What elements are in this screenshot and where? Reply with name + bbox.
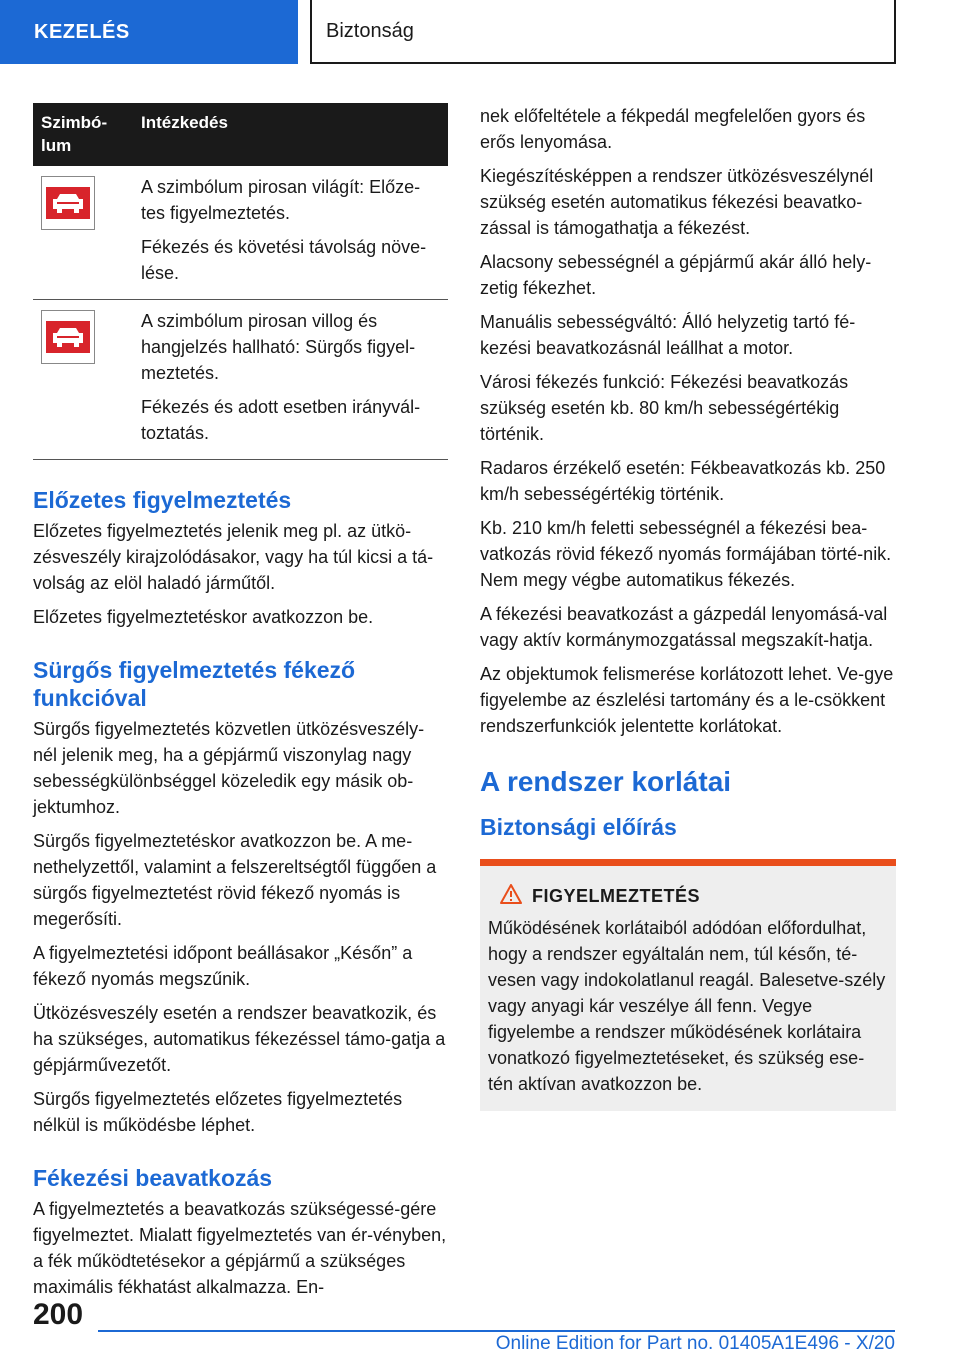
warning-title: FIGYELMEZTETÉS <box>532 886 701 906</box>
section-title: Biztonság <box>326 19 414 42</box>
body-paragraph: Kb. 210 km/h feletti sebességnél a fékezési bea-vatkozás rövid fékező nyomás formájában törté-nik. Nem megy végbe automatikus fékezés. <box>480 518 892 590</box>
warning-triangle-icon <box>500 884 522 909</box>
body-paragraph: A figyelmeztetés a beavatkozás szükségessé-gére figyelmeztet. Mialatt figyelmeztetés van ér-vényben, a fék működtetésekor a gépjármű a szükséges maximális fékhatást alkalmazza. En- <box>33 1199 447 1297</box>
action-text: A szimbólum pirosan villog és hangjelzés hallható: Sürgős figyel-meztetés. <box>141 311 416 383</box>
warning-text: Működésének korlátaiból adódóan előfordulhat, hogy a rendszer egyáltalán nem, túl későn, té-vesen vagy indokolatlanul reagál. Balesetve-szély vagy anyagi kár veszélye áll fenn. Vegye figyelembe a rendszer működésének korlátaira vonatkozó figyelmeztetéseket, és szükség ese-tén aktívan avatkozzon be. <box>488 918 886 1094</box>
subsection-heading: Biztonsági előírás <box>480 814 677 840</box>
header-symbol-label: Szimbó- lum <box>41 113 108 155</box>
symbol-cell <box>33 300 133 460</box>
table-header-action <box>133 103 448 166</box>
section-heading: Sürgős figyelmeztetés fékező funkcióval <box>33 657 356 711</box>
body-paragraph: Sürgős figyelmeztetés közvetlen ütközésveszély-nél jelenik meg, ha a gépjármű viszonylag nagy sebességkülönbséggel közeledik egy másik ob-jektumhoz. <box>33 719 425 817</box>
symbol-table <box>33 103 448 460</box>
car-warning-icon <box>41 176 95 230</box>
chapter-tab[interactable] <box>0 0 298 64</box>
body-paragraph: Előzetes figyelmeztetéskor avatkozzon be. <box>33 607 374 627</box>
body-paragraph: A figyelmeztetési időpont beállásakor „Későn” a fékező nyomás megszűnik. <box>33 943 413 989</box>
action-text: Fékezés és adott esetben irányvál-toztatás. <box>141 397 421 443</box>
page-number: 200 <box>33 1298 84 1331</box>
body-paragraph: Radaros érzékelő esetén: Fékbeavatkozás kb. 250 km/h sebességértékig történik. <box>480 458 886 504</box>
body-paragraph: Kiegészítésképpen a rendszer ütközésveszélynél szükség esetén automatikus fékezési beavatko-zással is támogathatja a fékezést. <box>480 166 874 238</box>
footer-edition-link[interactable]: Online Edition for Part no. 01405A1E496 - X/20 <box>495 1333 895 1354</box>
chapter-title: KEZELÉS <box>34 20 130 43</box>
chapter-heading: A rendszer korlátai <box>480 766 732 797</box>
action-cell <box>133 300 448 460</box>
warning-header <box>488 884 888 909</box>
section-header <box>310 0 896 64</box>
body-paragraph: A fékezési beavatkozást a gázpedál lenyomásá-val vagy aktív kormánymozgatással megszakít-hatja. <box>480 604 888 650</box>
body-paragraph: Ütközésveszély esetén a rendszer beavatkozik, és ha szükséges, automatikus fékezéssel támo-gatja a gépjárművezetőt. <box>33 1003 446 1075</box>
action-text: Fékezés és követési távolság növe-lése. <box>141 237 427 283</box>
body-paragraph: Manuális sebességváltó: Álló helyzetig tartó fé-kezési beavatkozásnál leállhat a motor. <box>480 312 856 358</box>
body-paragraph: Sürgős figyelmeztetéskor avatkozzon be. A me-nethelyzettől, valamint a felszereltségtől függően a sürgős figyelmeztetést rövid fékező nyomás is megerősíti. <box>33 831 437 929</box>
symbol-cell <box>33 166 133 300</box>
action-text: A szimbólum pirosan világít: Előze-tes figyelmeztetés. <box>141 177 421 223</box>
section-heading: Fékezési beavatkozás <box>33 1165 273 1191</box>
body-paragraph: Alacsony sebességnél a gépjármű akár álló hely-zetig fékezhet. <box>480 252 872 298</box>
body-paragraph: Az objektumok felismerése korlátozott lehet. Ve-gye figyelembe az észlelési tartomány és a le-csökkent rendszerfunkciók jelentette korlátokat. <box>480 664 894 736</box>
body-paragraph: Sürgős figyelmeztetés előzetes figyelmeztetés nélkül is működésbe léphet. <box>33 1089 403 1135</box>
action-cell <box>133 166 448 300</box>
section-heading: Előzetes figyelmeztetés <box>33 487 292 513</box>
warning-box <box>480 859 896 1111</box>
body-paragraph: Városi fékezés funkció: Fékezési beavatkozás szükség esetén kb. 80 km/h sebességértékig történik. <box>480 372 849 444</box>
body-paragraph: nek előfeltétele a fékpedál megfelelően gyors és erős lenyomása. <box>480 106 866 152</box>
footer-divider <box>98 1330 895 1332</box>
table-row <box>33 300 448 460</box>
left-column <box>33 103 448 1308</box>
table-header-symbol <box>33 103 133 166</box>
car-warning-icon <box>41 310 95 364</box>
header-action-label: Intézkedés <box>141 113 228 132</box>
body-paragraph: Előzetes figyelmeztetés jelenik meg pl. az ütkö-zésveszély kirajzolódásakor, vagy ha túl kicsi a tá-volság az elöl haladó járműtől. <box>33 521 434 593</box>
table-row <box>33 166 448 300</box>
right-column <box>480 103 896 1111</box>
